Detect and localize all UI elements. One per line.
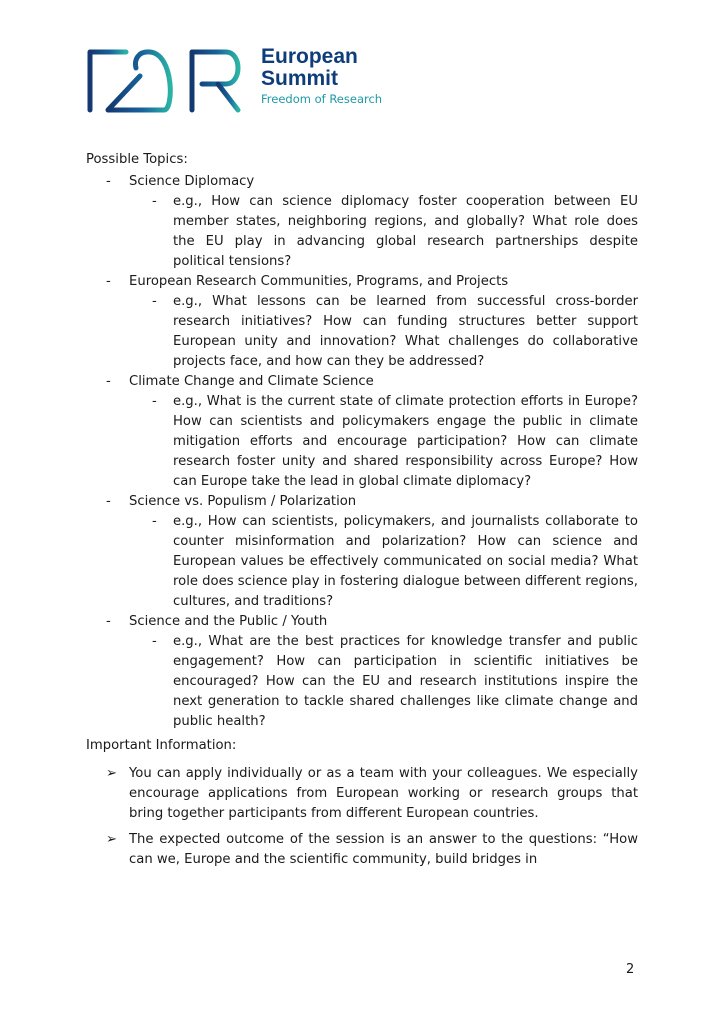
- dash-bullet-icon: -: [106, 614, 111, 629]
- for-logo: [86, 46, 406, 114]
- topic-detail: [86, 632, 638, 732]
- topic-detail-text: e.g., What is the current state of climate protection efforts in Europe? How can scientists and policymakers engage the public in climate mitigation efforts and encourage participation? How can climate research foster unity and shared responsibility across Europe? How can Europe take the lead in global climate diplomacy?: [173, 394, 638, 489]
- dash-bullet-icon: -: [152, 514, 157, 529]
- topic-item: [86, 612, 638, 632]
- brand-text: [261, 46, 382, 108]
- dash-bullet-icon: -: [152, 634, 157, 649]
- brand-tagline: Freedom of Research: [261, 92, 383, 106]
- info-bullet: [86, 764, 638, 824]
- topic-item: [86, 172, 638, 192]
- dash-bullet-icon: -: [106, 274, 111, 289]
- topic-detail: [86, 292, 638, 372]
- topic-item: [86, 272, 638, 292]
- arrow-bullet-icon: ➢: [106, 766, 118, 781]
- page-number: 2: [626, 962, 635, 977]
- dash-bullet-icon: -: [106, 494, 111, 509]
- topic-detail-text: e.g., How can scientists, policymakers, and journalists collaborate to counter misinformation and polarization? How can science and European values be effectively communicated on social media? What role does science play in fostering dialogue between different regions, cultures, and traditions?: [173, 514, 638, 609]
- info-bullet-text: You can apply individually or as a team with your colleagues. We especially encourage applications from European working or research groups that bring together participants from different European countries.: [129, 766, 638, 821]
- topic-item: [86, 492, 638, 512]
- topic-detail-text: e.g., What lessons can be learned from successful cross-border research initiatives? How can funding structures better support European unity and innovation? What challenges do collaborative projects face, and how can they be addressed?: [173, 294, 638, 369]
- arrow-bullet-icon: ➢: [106, 832, 118, 847]
- brand-line-summit: Summit: [261, 67, 339, 90]
- topic-title: Science and the Public / Youth: [129, 614, 328, 629]
- brand-line-european: European: [261, 45, 358, 68]
- topic-item: [86, 372, 638, 392]
- document-body: [86, 150, 638, 876]
- topic-title: Science vs. Populism / Polarization: [129, 494, 357, 509]
- topic-detail: [86, 392, 638, 492]
- info-bullet-text: The expected outcome of the session is an answer to the questions: “How can we, Europe and the scientific community, build bridges in: [129, 832, 638, 867]
- topic-title: Climate Change and Climate Science: [129, 374, 374, 389]
- important-information-heading: Important Information:: [86, 738, 237, 753]
- possible-topics-heading: Possible Topics:: [86, 152, 188, 167]
- dash-bullet-icon: -: [152, 294, 157, 309]
- dash-bullet-icon: -: [106, 374, 111, 389]
- topic-title: European Research Communities, Programs, and Projects: [129, 274, 509, 289]
- info-bullet: [86, 830, 638, 870]
- topic-detail: [86, 512, 638, 612]
- dash-bullet-icon: -: [152, 194, 157, 209]
- topic-detail-text: e.g., How can science diplomacy foster cooperation between EU member states, neighboring regions, and globally? What role does the EU play in advancing global research partnerships despite political tensions?: [173, 194, 638, 269]
- for-logo-mark-icon: [86, 46, 251, 114]
- topic-detail-text: e.g., What are the best practices for knowledge transfer and public engagement? How can participation in scientific initiatives be encouraged? How can the EU and research institutions inspire the next generation to tackle shared challenges like climate change and public health?: [173, 634, 638, 729]
- topic-detail: [86, 192, 638, 272]
- dash-bullet-icon: -: [152, 394, 157, 409]
- dash-bullet-icon: -: [106, 174, 111, 189]
- topic-title: Science Diplomacy: [129, 174, 255, 189]
